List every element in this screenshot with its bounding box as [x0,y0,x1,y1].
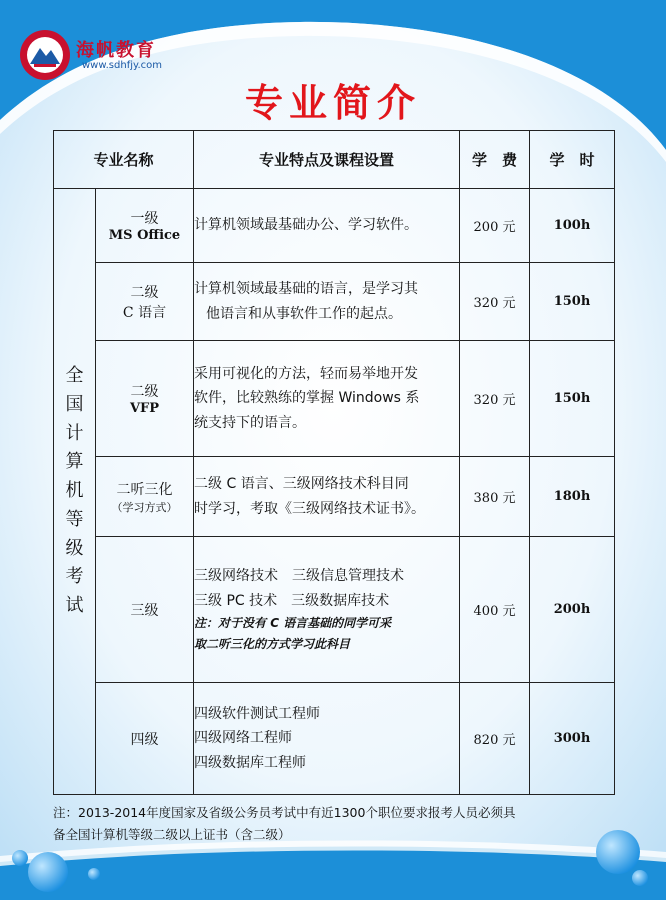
footer-note: 注：2013-2014年度国家及省级公务员考试中有近1300个职位要求报考人员必须具 备全国计算机等级二级以上证书（含二级） [53,805,516,842]
desc-cell: 计算机领域最基础办公、学习软件。 [194,189,460,263]
table-row [54,341,615,457]
desc-cell: 采用可视化的方法，轻而易举地开发 软件，比较熟练的掌握 Windows 系 统支持下的语言。 [194,341,460,457]
hours-cell: 300h [530,683,615,795]
header-hours: 学 时 [530,131,615,189]
header-major: 专业名称 [54,131,194,189]
table-header-row [54,131,615,189]
brand-url: www.sdhfjy.com [82,60,163,71]
table-row [54,263,615,341]
level-cell: 四级 [96,683,194,795]
fee-cell: 200 元 [460,189,530,263]
level-cell: 二听三化 （学习方式） [96,457,194,537]
fee-cell: 320 元 [460,341,530,457]
hours-cell: 180h [530,457,615,537]
course-note: 取二听三化的方式学习此科目 [194,637,351,651]
page-title: 专业简介 [244,80,421,125]
table-row [54,537,615,683]
table-row [54,457,615,537]
level-cell: 三级 [96,537,194,683]
hours-cell: 100h [530,189,615,263]
header-features: 专业特点及课程设置 [194,131,460,189]
fee-cell: 320 元 [460,263,530,341]
hours-cell: 200h [530,537,615,683]
group-label: 全 国 计 算 机 等 级 考 试 [54,189,96,795]
hours-cell: 150h [530,263,615,341]
course-note: 注：对于没有 C 语言基础的同学可采 [194,616,392,630]
fee-cell: 380 元 [460,457,530,537]
brand-name: 海帆教育 [76,40,156,61]
level-cell: 二级 C 语言 [96,263,194,341]
course-table [53,130,615,795]
level-cell: 二级 VFP [96,341,194,457]
desc-cell: 三级网络技术 三级信息管理技术 三级 PC 技术 三级数据库技术 注：对于没有 C 语言基础的同学可采 取二听三化的方式学习此科目 [194,537,460,683]
fee-cell: 820 元 [460,683,530,795]
desc-cell: 二级 C 语言、三级网络技术科目同 时学习，考取《三级网络技术证书》。 [194,457,460,537]
desc-cell: 四级软件测试工程师 四级网络工程师 四级数据库工程师 [194,683,460,795]
level-cell: 一级 MS Office [96,189,194,263]
fee-cell: 400 元 [460,537,530,683]
table-row [54,189,615,263]
hours-cell: 150h [530,341,615,457]
header-fee: 学 费 [460,131,530,189]
desc-cell: 计算机领域最基础的语言，是学习其 他语言和从事软件工作的起点。 [194,263,460,341]
table-row [54,683,615,795]
